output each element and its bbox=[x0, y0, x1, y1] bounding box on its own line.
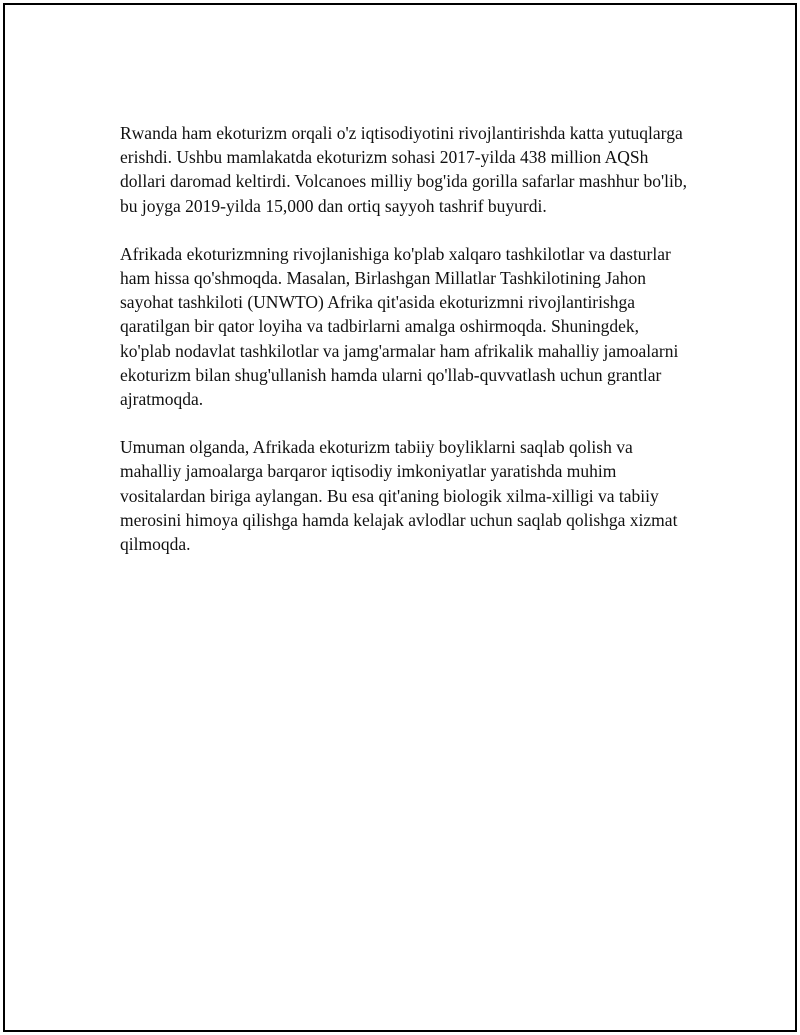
paragraph-rwanda: Rwanda ham ekoturizm orqali o'z iqtisodiyotini rivojlantirishda katta yutuqlarga erishdi. Ushbu mamlakatda ekoturizm sohasi 2017-yilda 438 million AQSh dollari daromad keltirdi. Volcanoes milliy bog'ida gorilla safarlar mashhur bo'lib, bu joyga 2019-yilda 15,000 dan ortiq sayyoh tashrif buyurdi. bbox=[120, 123, 687, 216]
document-page bbox=[3, 3, 797, 1032]
document-body bbox=[120, 121, 690, 580]
paragraph-international-organizations: Afrikada ekoturizmning rivojlanishiga ko'plab xalqaro tashkilotlar va dasturlar ham hissa qo'shmoqda. Masalan, Birlashgan Millatlar Tashkilotining Jahon sayohat tashkiloti (UNWTO) Afrika qit'asida ekoturizmni rivojlantirishga qaratilgan bir qator loyiha va tadbirlarni amalga oshirmoqda. Shuningdek, ko'plab nodavlat tashkilotlar va jamg'armalar ham afrikalik mahalliy jamoalarni ekoturizm bilan shug'ullanish hamda ularni qo'llab-quvvatlash uchun grantlar ajratmoqda. bbox=[120, 243, 679, 410]
paragraph-conclusion: Umuman olganda, Afrikada ekoturizm tabiiy boyliklarni saqlab qolish va mahalliy jamoalarga barqaror iqtisodiy imkoniyatlar yaratishda muhim vositalardan biriga aylangan. Bu esa qit'aning biologik xilma-xilligi va tabiiy merosini himoya qilishga hamda kelajak avlodlar uchun saqlab qolishga xizmat qilmoqda. bbox=[120, 437, 678, 555]
